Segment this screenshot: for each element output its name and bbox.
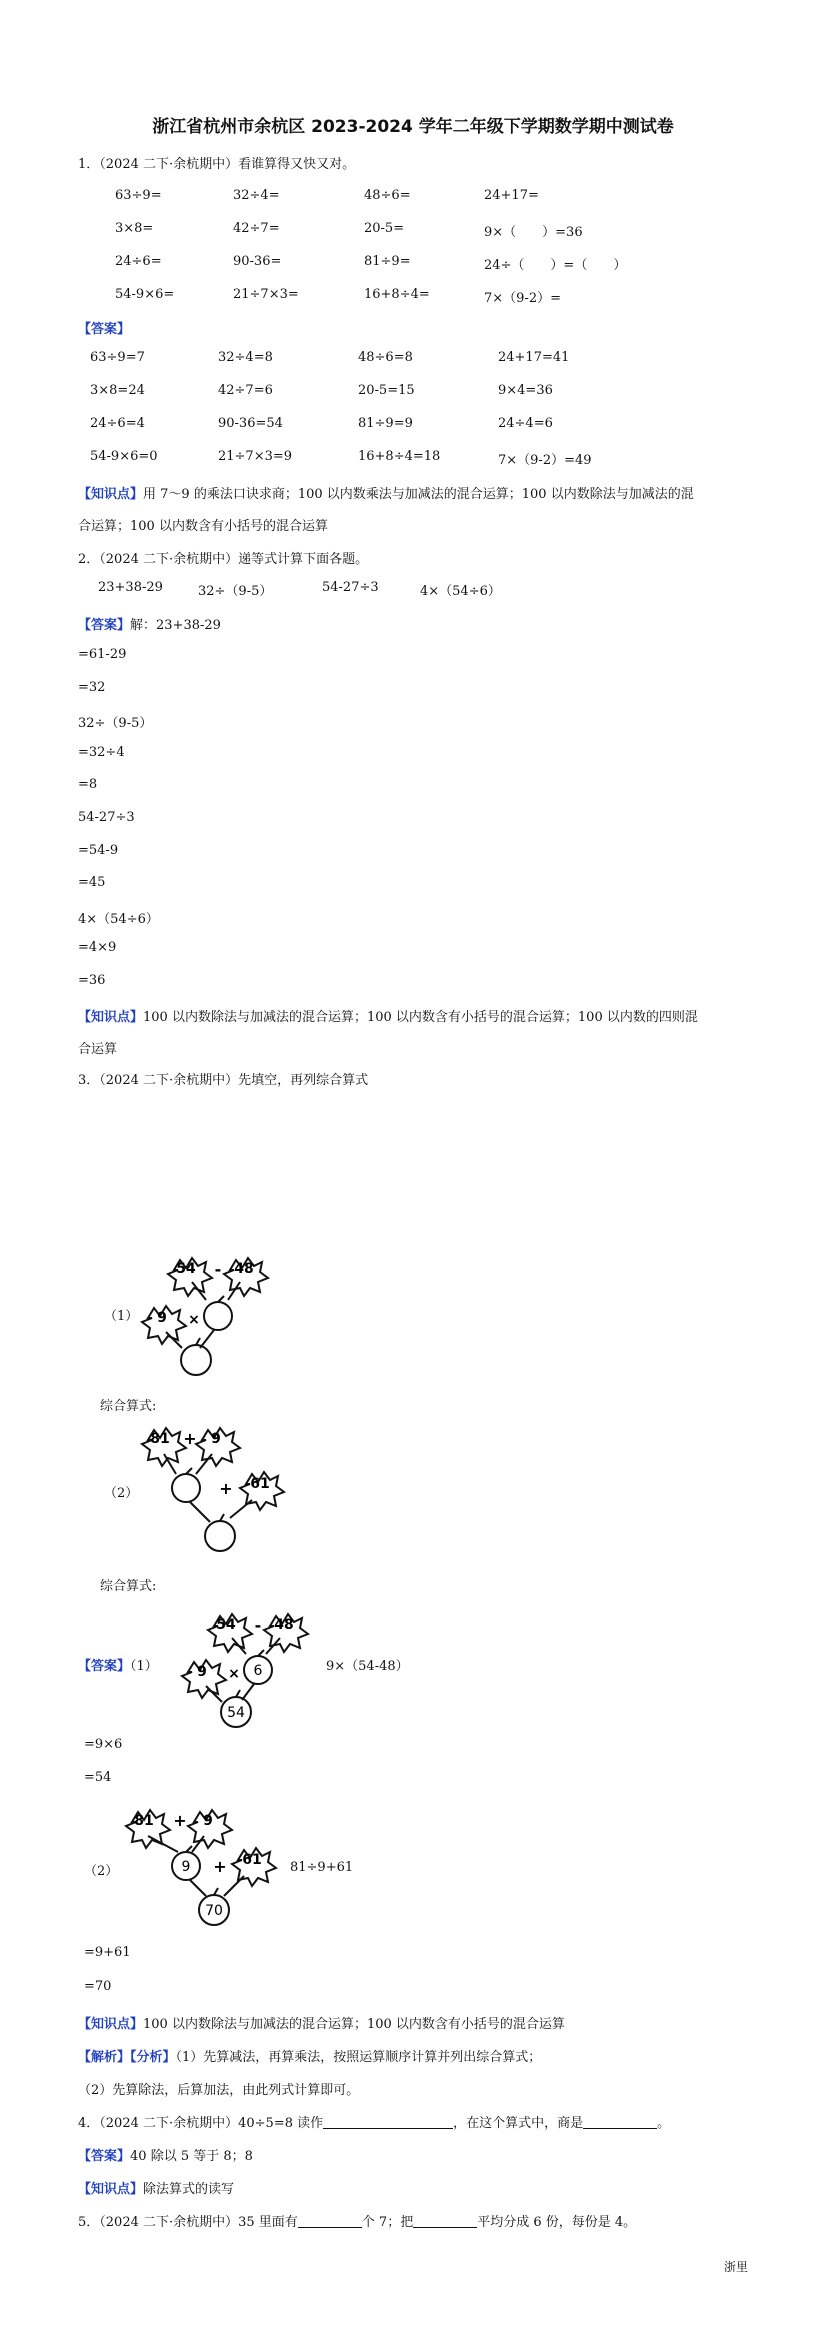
q1-answer-cell: 90-36=54: [218, 416, 283, 431]
tree2-leaf-b: 9: [211, 1431, 221, 1447]
q1-answer-cell: 24+17=41: [498, 350, 570, 365]
q1-answer-cell: 63÷9=7: [90, 350, 145, 365]
q2-step: =45: [78, 875, 106, 891]
q3-tree1-diagram: [134, 1240, 304, 1380]
ans-tree2-fill-mid: 9: [181, 1859, 191, 1875]
ans-tree2-leaf-c: 61: [242, 1852, 262, 1868]
q4-blank-reading[interactable]: [323, 2116, 453, 2129]
q2-knowledge-line1: [78, 1006, 698, 1025]
knowledge-tag: 【知识点】: [78, 487, 144, 502]
q3-tree2-diagram: [134, 1418, 314, 1563]
q1-knowledge-line2: 合运算；100 以内数含有小括号的混合运算: [78, 519, 328, 534]
page-title: 浙江省杭州市余杭区 2023-2024 学年二年级下学期数学期中测试卷: [152, 117, 674, 137]
q1-answer-cell: 9×4=36: [498, 383, 553, 398]
q2-step: =8: [78, 777, 98, 793]
q1-answer-cell: 3×8=24: [90, 383, 145, 398]
q1-exercise-cell: 54-9×6=: [115, 287, 175, 302]
q3-answer-tree1: [176, 1602, 336, 1732]
apple-blank-circle: [204, 1302, 232, 1330]
q1-exercise-cell: 21÷7×3=: [233, 287, 299, 302]
ans-tree1-op-top: -: [254, 1616, 262, 1635]
q5-stem: [78, 2211, 636, 2230]
q2-step: =61-29: [78, 647, 127, 662]
q1-exercise-cell: 63÷9=: [115, 188, 162, 203]
q1-answer-cell: 81÷9=9: [358, 416, 413, 431]
q1-answer-cell: 48÷6=8: [358, 350, 413, 365]
q2-answer-first: [78, 614, 221, 633]
knowledge-tag: 【知识点】: [78, 1010, 144, 1025]
q1-answer-cell: 42÷7=6: [218, 383, 273, 398]
q1-exercise-cell: 90-36=: [233, 254, 282, 269]
q3-knowledge-text: 100 以内数除法与加减法的混合运算；100 以内数含有小括号的混合运算: [143, 2017, 565, 2032]
q5-blank-total[interactable]: [413, 2215, 477, 2228]
q2-step: =54-9: [78, 842, 119, 858]
q5-stem-b: 个 7；把: [361, 2215, 414, 2230]
q2-item: 23+38-29: [98, 580, 163, 595]
q1-exercise-cell: 24÷6=: [115, 254, 162, 269]
q5-stem-a: 5．（2024 二下·余杭期中）35 里面有: [78, 2215, 298, 2230]
q3-analysis1: [78, 2046, 541, 2065]
tree2-leaf-c: 61: [250, 1476, 270, 1492]
q3-part2-label: （2）: [104, 1486, 139, 1501]
q2-item: 4×（54÷6）: [420, 584, 501, 599]
ans-tree2-leaf-a: 81: [134, 1813, 154, 1829]
ans-tree1-op-mid: ×: [228, 1666, 240, 1682]
q3-analysis2: （2）先算除法，后算加法，由此列式计算即可。: [78, 2083, 360, 2098]
tree2-op-top: +: [183, 1429, 197, 1448]
tree1-op-top: -: [214, 1260, 222, 1279]
q1-answer-cell: 54-9×6=0: [90, 449, 158, 464]
q2-answer-text: 解：23+38-29: [130, 618, 221, 633]
tree2-op-mid: +: [219, 1479, 233, 1498]
q5-stem-c: 平均分成 6 份，每份是 4。: [477, 2215, 637, 2230]
q2-step: =4×9: [78, 940, 117, 956]
q4-blank-quotient[interactable]: [583, 2116, 657, 2129]
ans-tree1-leaf-b: 48: [274, 1617, 294, 1633]
answer-tag: 【答案】: [78, 618, 131, 633]
q3-ans2-formula: 81÷9+61: [290, 1860, 354, 1875]
tree1-leaf-b: 48: [234, 1261, 254, 1277]
q3-part1-label: （1）: [104, 1309, 139, 1324]
ans-tree2-fill-bottom: 70: [205, 1903, 223, 1919]
ans-tree2-op-top: +: [173, 1811, 187, 1830]
ans-tree1-fill-bottom: 54: [227, 1705, 245, 1721]
q3-knowledge: [78, 2013, 565, 2032]
q3-ans1-formula: 9×（54-48）: [326, 1659, 409, 1674]
q3-answer-tree2: [120, 1800, 290, 1930]
q2-step: 32÷（9-5）: [78, 716, 153, 732]
q1-exercise-cell: 24+17=: [484, 188, 539, 203]
q3-ans1-label: （1）: [130, 1659, 158, 1674]
q3-answer-part1: [78, 1655, 158, 1674]
q4-answer-text: 40 除以 5 等于 8；8: [130, 2149, 253, 2164]
q2-step: =32: [78, 679, 106, 695]
q1-exercise-cell: 20-5=: [364, 221, 405, 236]
q1-answer-cell: 24÷6=4: [90, 416, 145, 431]
q1-exercise-cell: 9×（ ）=36: [484, 225, 583, 240]
q3-analysis1-text: （1）先算减法，再算乘法，按照运算顺序计算并列出综合算式；: [175, 2050, 542, 2065]
apple-blank-circle: [172, 1474, 200, 1502]
q3-formula-label: 综合算式:: [100, 1579, 157, 1594]
q1-stem: 1．（2024 二下·余杭期中）看谁算得又快又对。: [78, 157, 356, 172]
q1-knowledge-text: 用 7～9 的乘法口诀求商；100 以内数乘法与加减法的混合运算；100 以内数除法与加减法的混: [143, 487, 694, 502]
q1-exercise-cell: 3×8=: [115, 221, 154, 236]
q3-ans2-label: （2）: [84, 1864, 119, 1879]
q1-exercise-cell: 7×（9-2）=: [484, 291, 561, 306]
q5-blank-count[interactable]: [298, 2215, 362, 2228]
answer-tag: 【答案】: [78, 1659, 131, 1674]
q1-answer-cell: 24÷4=6: [498, 416, 553, 431]
q3-ans1-step: =9×6: [84, 1737, 123, 1752]
q1-exercise-cell: 48÷6=: [364, 188, 411, 203]
q1-answer-cell: 7×（9-2）=49: [498, 453, 592, 468]
q2-knowledge-text: 100 以内数除法与加减法的混合运算；100 以内数含有小括号的混合运算；100 以内数的四则混: [143, 1010, 698, 1025]
q1-exercise-cell: 32÷4=: [233, 188, 280, 203]
q4-stem-b: ，在这个算式中，商是: [453, 2116, 584, 2131]
q4-knowledge: [78, 2178, 234, 2197]
ans-tree2-leaf-b: 9: [203, 1813, 213, 1829]
q4-stem: [78, 2112, 670, 2131]
page-footer: 浙里: [724, 2260, 749, 2274]
q1-exercise-cell: 42÷7=: [233, 221, 280, 236]
q3-stem: 3．（2024 二下·余杭期中）先填空，再列综合算式: [78, 1073, 369, 1088]
tree1-leaf-c: 9: [157, 1310, 167, 1326]
apple-blank-circle: [205, 1521, 235, 1551]
q1-knowledge-line1: [78, 483, 694, 502]
q1-answer-cell: 32÷4=8: [218, 350, 273, 365]
q1-answer-cell: 16+8÷4=18: [358, 449, 441, 464]
q1-answer-cell: 21÷7×3=9: [218, 449, 293, 464]
q2-knowledge-line2: 合运算: [78, 1042, 118, 1057]
q3-ans2-step: =70: [84, 1979, 112, 1994]
q4-stem-c: 。: [657, 2116, 671, 2131]
knowledge-tag: 【知识点】: [78, 2017, 144, 2032]
tree1-leaf-a: 54: [176, 1261, 196, 1277]
q2-stem: 2．（2024 二下·余杭期中）递等式计算下面各题。: [78, 552, 369, 567]
q2-item: 32÷（9-5）: [198, 584, 273, 599]
q4-knowledge-text: 除法算式的读写: [143, 2182, 235, 2197]
fenxi-tag: 【分析】: [130, 2050, 176, 2065]
q1-exercise-cell: 81÷9=: [364, 254, 411, 269]
q2-step: 54-27÷3: [78, 810, 135, 825]
ans-tree1-leaf-a: 54: [216, 1617, 236, 1633]
ans-tree1-leaf-c: 9: [197, 1664, 207, 1680]
tree2-leaf-a: 81: [150, 1431, 170, 1447]
tree1-op-mid: ×: [188, 1312, 200, 1328]
q3-formula-label: 综合算式:: [100, 1399, 157, 1414]
ans-tree1-fill-mid: 6: [253, 1663, 263, 1679]
q2-step: =32÷4: [78, 744, 125, 760]
analysis-tag: 【解析】: [78, 2050, 131, 2065]
apple-blank-circle: [181, 1345, 211, 1375]
q4-stem-a: 4．（2024 二下·余杭期中）40÷5=8 读作: [78, 2116, 324, 2131]
q1-answer-cell: 20-5=15: [358, 383, 415, 398]
ans-tree2-op-mid: +: [213, 1857, 227, 1876]
answer-tag: 【答案】: [78, 2149, 131, 2164]
q1-answer-tag: 【答案】: [78, 322, 131, 337]
q1-exercise-cell: 24÷（ ）=（ ）: [484, 258, 627, 273]
knowledge-tag: 【知识点】: [78, 2182, 144, 2197]
q3-ans1-step: =54: [84, 1770, 112, 1785]
q1-exercise-cell: 16+8÷4=: [364, 287, 430, 302]
q2-item: 54-27÷3: [322, 580, 379, 595]
q4-answer: [78, 2145, 253, 2164]
q2-step: 4×（54÷6）: [78, 911, 159, 927]
q2-step: =36: [78, 973, 106, 988]
q3-ans2-step: =9+61: [84, 1945, 131, 1960]
